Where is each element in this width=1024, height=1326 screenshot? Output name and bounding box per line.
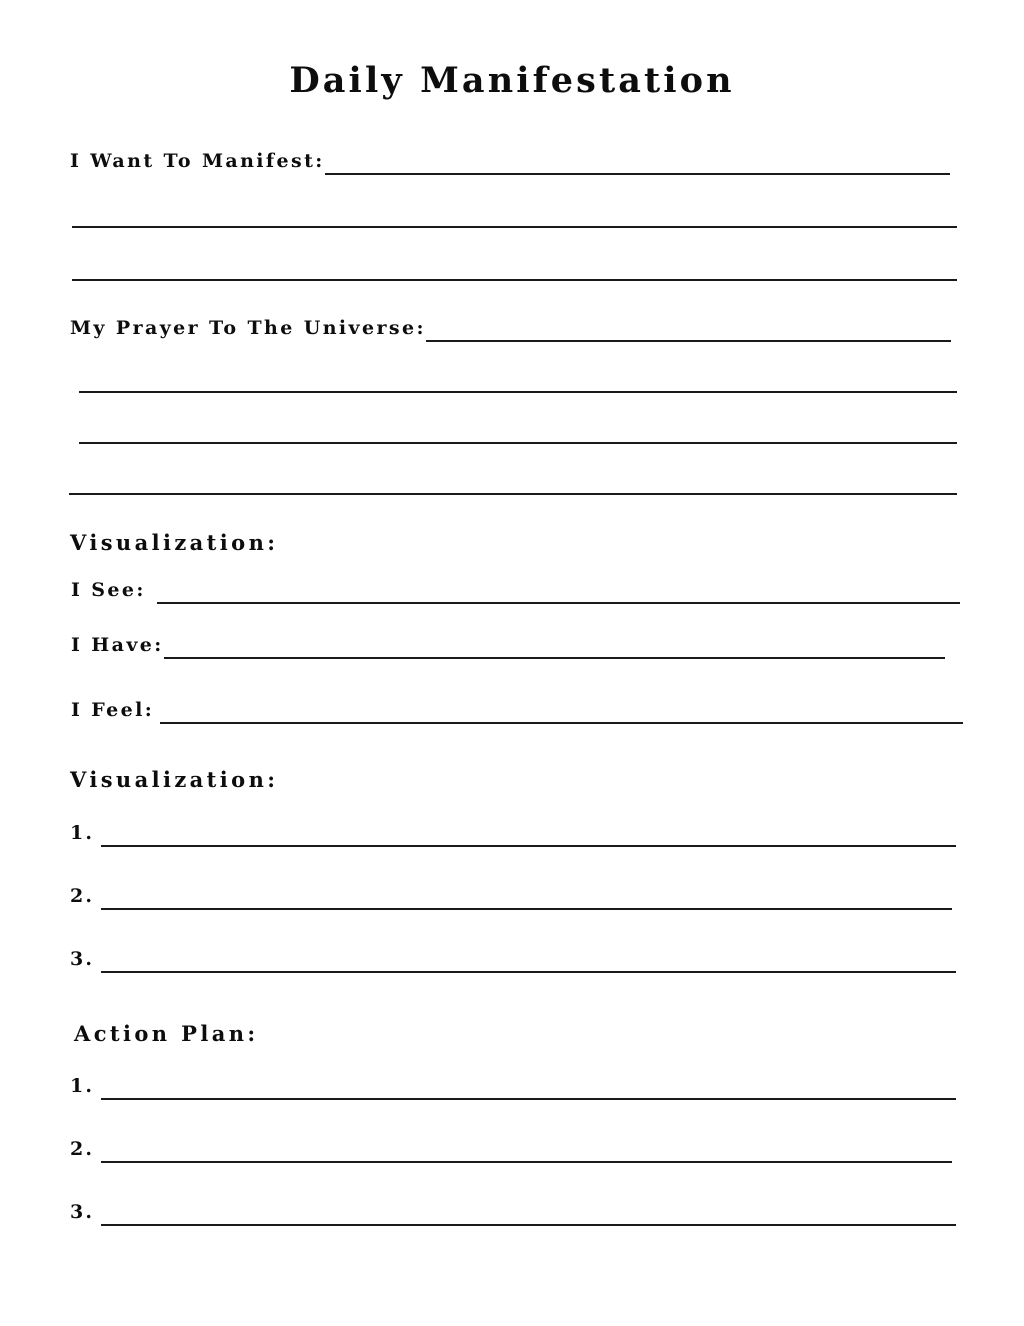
heading-action-plan: Action Plan:: [74, 1021, 259, 1046]
heading-visualization-list: Visualization:: [70, 767, 279, 792]
list-item: [70, 824, 956, 847]
field-row-prayer: [70, 319, 951, 342]
manifest-blank-line-1[interactable]: [72, 226, 957, 228]
prayer-write-line[interactable]: [426, 340, 951, 342]
i-feel-label: I Feel:: [71, 699, 155, 721]
action-plan-item-2-marker: 2.: [70, 1138, 95, 1160]
i-have-label: I Have:: [71, 634, 164, 656]
list-item: [70, 1140, 952, 1163]
visualization-item-1-line[interactable]: [101, 845, 956, 847]
visualization-item-3-line[interactable]: [101, 971, 956, 973]
list-item: [70, 950, 956, 973]
list-item: [70, 1203, 956, 1226]
i-feel-write-line[interactable]: [160, 722, 963, 724]
i-see-write-line[interactable]: [157, 602, 960, 604]
field-row-i-have: [71, 636, 945, 659]
heading-visualization-senses: Visualization:: [70, 530, 279, 555]
field-row-manifest: [70, 152, 950, 175]
i-see-label: I See:: [71, 579, 146, 601]
prayer-blank-line-3[interactable]: [69, 493, 957, 495]
field-row-i-feel: [71, 701, 963, 724]
page-title: Daily Manifestation: [289, 60, 735, 101]
visualization-item-1-marker: 1.: [70, 822, 95, 844]
prayer-blank-line-1[interactable]: [79, 391, 957, 393]
prayer-label: My Prayer To The Universe:: [70, 317, 426, 339]
list-item: [70, 887, 952, 910]
action-plan-item-3-marker: 3.: [70, 1201, 95, 1223]
visualization-item-3-marker: 3.: [70, 948, 95, 970]
action-plan-item-2-line[interactable]: [101, 1161, 952, 1163]
visualization-item-2-marker: 2.: [70, 885, 95, 907]
prayer-blank-line-2[interactable]: [79, 442, 957, 444]
list-item: [70, 1077, 956, 1100]
action-plan-item-3-line[interactable]: [101, 1224, 956, 1226]
manifest-label: I Want To Manifest:: [70, 150, 325, 172]
field-row-i-see: [71, 581, 960, 604]
i-have-write-line[interactable]: [164, 657, 945, 659]
action-plan-item-1-marker: 1.: [70, 1075, 95, 1097]
visualization-item-2-line[interactable]: [101, 908, 952, 910]
action-plan-item-1-line[interactable]: [101, 1098, 956, 1100]
manifest-write-line[interactable]: [325, 173, 950, 175]
manifest-blank-line-2[interactable]: [72, 279, 957, 281]
